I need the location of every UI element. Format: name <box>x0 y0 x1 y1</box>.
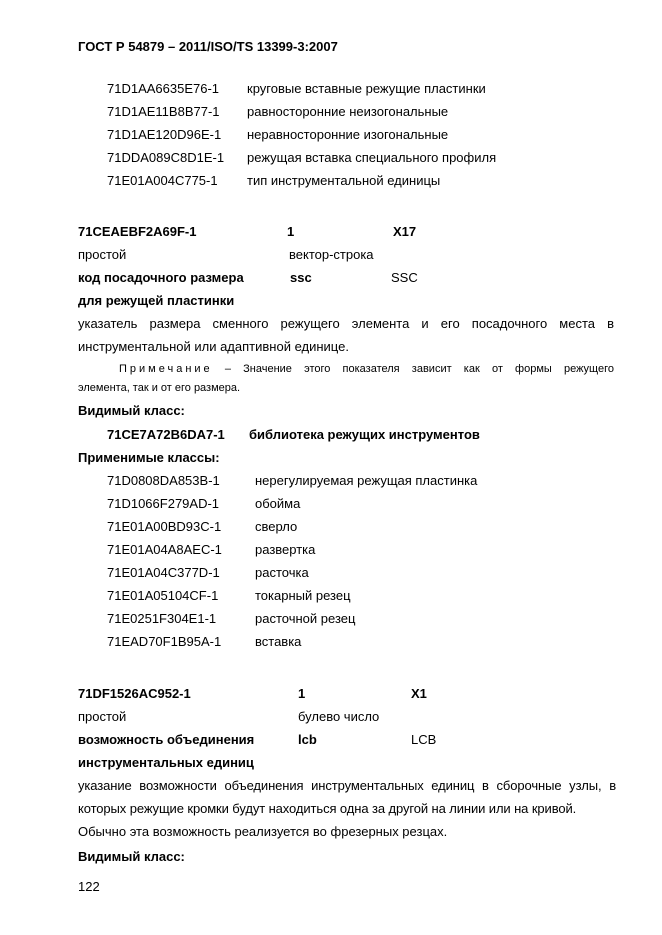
entry2-version: 1 <box>298 686 306 701</box>
entry1-version: 1 <box>287 224 295 239</box>
entry1-definition <box>78 312 614 358</box>
applicable-item-code: 71E0251F304E1-1 <box>107 611 217 626</box>
definition-line: указание возможности объединения инструментальных единиц в сборочные узлы, в <box>78 778 616 793</box>
entry1-note <box>78 360 614 398</box>
entry1-name-cont: для режущей пластинки <box>78 293 235 308</box>
entry1-symbol: ssc <box>290 270 312 285</box>
note-line: элемента, так и от его размера. <box>78 382 241 394</box>
definition-line: указатель размера сменного режущего элемента и его посадочного места в <box>78 316 614 331</box>
applicable-item-desc: развертка <box>255 542 316 557</box>
list-item-desc: равносторонние неизогональные <box>247 104 449 119</box>
entry2-type: простой <box>78 709 127 724</box>
applicable-item-code: 71E01A05104CF-1 <box>107 588 219 603</box>
applicable-item-code: 71D1066F279AD-1 <box>107 496 220 511</box>
entry1-format: X17 <box>393 224 417 239</box>
note-text: – Значение этого показателя зависит как от формы режущего <box>212 363 614 375</box>
visible-class-code: 71CE7A72B6DA7-1 <box>107 427 225 442</box>
entry2-format: X1 <box>411 686 427 701</box>
entry2-name-cont: инструментальных единиц <box>78 755 254 770</box>
applicable-item-desc: обойма <box>255 496 301 511</box>
entry2-id: 71DF1526AC952-1 <box>78 686 191 701</box>
applicable-item-code: 71E01A04C377D-1 <box>107 565 220 580</box>
applicable-item-code: 71E01A04A8AEC-1 <box>107 542 222 557</box>
visible-class-label: Видимый класс: <box>78 849 185 864</box>
applicable-classes-label: Применимые классы: <box>78 450 220 465</box>
applicable-item-desc: токарный резец <box>255 588 351 603</box>
applicable-item-code: 71E01A00BD93C-1 <box>107 519 222 534</box>
applicable-item-desc: нерегулируемая режущая пластинка <box>255 473 478 488</box>
entry2-datatype: булево число <box>298 709 380 724</box>
entry2-name: возможность объединения <box>78 732 255 747</box>
applicable-item-desc: сверло <box>255 519 298 534</box>
list-item-code: 71E01A004C775-1 <box>107 173 218 188</box>
definition-line: Обычно эта возможность реализуется во фрезерных резцах. <box>78 824 448 839</box>
list-item-code: 71D1AA6635E76-1 <box>107 81 220 96</box>
definition-line: инструментальной или адаптивной единице. <box>78 339 349 354</box>
list-item-code: 71D1AE120D96E-1 <box>107 127 222 142</box>
entry2-code: LCB <box>411 732 437 747</box>
list-item-desc: неравносторонние изогональные <box>247 127 449 142</box>
entry1-type: простой <box>78 247 127 262</box>
visible-class-label: Видимый класс: <box>78 403 185 418</box>
entry1-name: код посадочного размера <box>78 270 244 285</box>
entry1-code: SSC <box>391 270 418 285</box>
list-item-desc: круговые вставные режущие пластинки <box>247 81 486 96</box>
visible-class-name: библиотека режущих инструментов <box>249 427 480 442</box>
list-item-desc: тип инструментальной единицы <box>247 173 441 188</box>
note-line <box>78 360 614 379</box>
entry2-definition <box>78 774 616 843</box>
entry1-datatype: вектор-строка <box>289 247 374 262</box>
note-label: Примечание <box>119 363 213 375</box>
applicable-item-desc: расточной резец <box>255 611 356 626</box>
applicable-item-code: 71EAD70F1B95A-1 <box>107 634 222 649</box>
list-item-code: 71D1AE11B8B77-1 <box>107 104 220 119</box>
page-header: ГОСТ Р 54879 – 2011/ISO/TS 13399-3:2007 <box>78 39 338 54</box>
definition-line: которых режущие кромки будут находиться одна за другой на линии или на кривой. <box>78 801 577 816</box>
applicable-item-code: 71D0808DA853B-1 <box>107 473 220 488</box>
page-number: 122 <box>78 879 100 894</box>
list-item-desc: режущая вставка специального профиля <box>247 150 497 165</box>
entry2-symbol: lcb <box>298 732 317 747</box>
applicable-item-desc: расточка <box>255 565 309 580</box>
applicable-item-desc: вставка <box>255 634 302 649</box>
entry1-id: 71CEAEBF2A69F-1 <box>78 224 197 239</box>
list-item-code: 71DDA089C8D1E-1 <box>107 150 225 165</box>
